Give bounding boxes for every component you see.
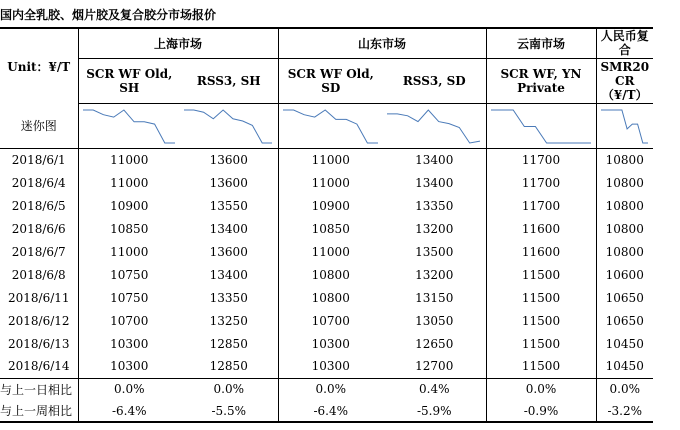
price-cell: 10700: [278, 309, 383, 332]
price-cell: 10450: [596, 355, 653, 378]
price-cell: 10800: [596, 148, 653, 171]
price-cell: 11500: [486, 263, 596, 286]
column-header-row: [0, 58, 653, 103]
price-cell: 13400: [209, 267, 248, 282]
sparkline-line-2: [283, 110, 378, 143]
price-cell: 11000: [78, 148, 180, 171]
price-cell: 10800: [596, 171, 653, 194]
price-cell: 13200: [415, 267, 454, 282]
sparkline-row: [0, 103, 653, 148]
price-cell: 11500: [486, 332, 596, 355]
market-header-row: [0, 28, 653, 58]
price-cell: 10650: [596, 286, 653, 309]
price-cell: 10850: [278, 217, 383, 240]
col-header-2: SCR WF Old, SD: [278, 58, 383, 103]
col-header-0: SCR WF Old, SH: [78, 58, 180, 103]
change-row: [0, 378, 653, 400]
row-date: 2018/6/7: [11, 244, 66, 259]
row-date: 2018/6/14: [7, 359, 70, 374]
price-cell: 13050: [415, 313, 454, 328]
change-cell: -3.2%: [596, 400, 653, 422]
sparkline-cell-5: [596, 103, 653, 148]
price-cell: 10800: [278, 263, 383, 286]
sparkline-line-4: [491, 110, 591, 143]
price-cell: 13550: [209, 198, 248, 213]
sparkline-cell-2: [278, 103, 383, 148]
row-date: 2018/6/8: [11, 267, 66, 282]
price-cell: 11600: [486, 217, 596, 240]
price-cell: 13350: [209, 290, 248, 305]
table-row: [0, 309, 653, 332]
change-row: [0, 400, 653, 422]
change-label: 与上一日相比: [0, 378, 78, 400]
table-row: [0, 332, 653, 355]
price-cell: 10800: [278, 286, 383, 309]
change-cell: -5.9%: [383, 400, 486, 422]
price-cell: 10650: [596, 309, 653, 332]
change-cell: 0.0%: [596, 378, 653, 400]
price-cell: 10600: [596, 263, 653, 286]
row-date: 2018/6/13: [7, 336, 70, 351]
sparkline-line-1: [184, 110, 272, 143]
table-row: [0, 194, 653, 217]
price-cell: 11000: [278, 171, 383, 194]
sparkline-cell-0: [78, 103, 180, 148]
price-cell: 13600: [209, 244, 248, 259]
price-cell: 10300: [78, 355, 180, 378]
table-row: [0, 355, 653, 378]
table-row: [0, 286, 653, 309]
price-cell: 13200: [415, 221, 454, 236]
price-cell: 10300: [278, 332, 383, 355]
sparkline-1: [180, 105, 276, 147]
sparkline-5: [597, 105, 652, 147]
price-cell: 13400: [415, 175, 454, 190]
price-cell: 12700: [415, 359, 454, 374]
price-cell: 12850: [209, 336, 248, 351]
sparkline-line-3: [387, 110, 480, 143]
change-cell: -6.4%: [78, 400, 180, 422]
table-row: [0, 148, 653, 171]
sparkline-0: [79, 105, 179, 147]
change-cell: 0.0%: [180, 378, 278, 400]
change-cell: 0.0%: [486, 378, 596, 400]
change-cell: -5.5%: [180, 400, 278, 422]
price-cell: 11600: [486, 240, 596, 263]
sparkline-cell-3: [383, 103, 486, 148]
col-header-3: RSS3, SD: [383, 58, 486, 103]
col-header-4: SCR WF, YN Private: [486, 58, 596, 103]
price-cell: 11000: [78, 171, 180, 194]
price-cell: 11700: [486, 148, 596, 171]
price-cell: 12650: [415, 336, 454, 351]
price-cell: 10900: [78, 194, 180, 217]
price-cell: 10800: [596, 194, 653, 217]
sparkline-cell-1: [180, 103, 278, 148]
change-rows: [0, 378, 653, 422]
table-row: [0, 217, 653, 240]
market-shandong: 山东市场: [278, 28, 486, 58]
change-label: 与上一周相比: [0, 400, 78, 422]
price-cell: 10300: [278, 355, 383, 378]
price-cell: 13250: [209, 313, 248, 328]
price-cell: 13350: [415, 198, 454, 213]
change-cell: -6.4%: [278, 400, 383, 422]
price-cell: 13150: [415, 290, 454, 305]
row-date: 2018/6/1: [11, 152, 66, 167]
price-cell: 10850: [78, 217, 180, 240]
price-cell: 10800: [596, 217, 653, 240]
price-cell: 11700: [486, 171, 596, 194]
market-yunnan: 云南市场: [486, 28, 596, 58]
sparkline-label: 迷你图: [0, 103, 78, 148]
row-date: 2018/6/12: [7, 313, 70, 328]
price-cell: 10450: [596, 332, 653, 355]
price-cell: 11000: [278, 240, 383, 263]
price-cell: 11500: [486, 286, 596, 309]
row-date: 2018/6/6: [11, 221, 66, 236]
change-cell: 0.4%: [383, 378, 486, 400]
price-cell: 10800: [596, 240, 653, 263]
table-row: [0, 171, 653, 194]
market-shanghai: 上海市场: [78, 28, 278, 58]
sparkline-2: [279, 105, 382, 147]
row-date: 2018/6/11: [7, 290, 70, 305]
col-header-5: SMR20 CR（¥/T）: [596, 58, 653, 103]
sparkline-line-0: [83, 110, 175, 143]
price-cell: 10750: [78, 286, 180, 309]
row-date: 2018/6/4: [11, 175, 66, 190]
sparkline-3: [383, 105, 484, 147]
price-cell: 13400: [209, 221, 248, 236]
sparkline-cell-4: [486, 103, 596, 148]
price-cell: 10300: [78, 332, 180, 355]
price-cell: 13600: [209, 175, 248, 190]
price-cell: 10750: [78, 263, 180, 286]
price-cell: 10900: [278, 194, 383, 217]
price-cell: 11700: [486, 194, 596, 217]
market-rmb: 人民币复合: [596, 28, 653, 58]
change-cell: 0.0%: [278, 378, 383, 400]
sparkline-line-5: [601, 110, 648, 143]
price-cell: 12850: [209, 359, 248, 374]
page-title: 国内全乳胶、烟片胶及复合胶分市场报价: [0, 8, 217, 22]
sparkline-4: [487, 105, 595, 147]
price-table: [0, 27, 653, 423]
change-cell: 0.0%: [78, 378, 180, 400]
price-cell: 13600: [209, 152, 248, 167]
change-cell: -0.9%: [486, 400, 596, 422]
row-date: 2018/6/5: [11, 198, 66, 213]
price-cell: 13400: [415, 152, 454, 167]
price-cell: 10700: [78, 309, 180, 332]
unit-label: Unit：¥/T: [0, 28, 78, 103]
price-cell: 11500: [486, 355, 596, 378]
table-row: [0, 263, 653, 286]
table-row: [0, 240, 653, 263]
price-cell: 11500: [486, 309, 596, 332]
price-cell: 11000: [78, 240, 180, 263]
price-cell: 11000: [278, 148, 383, 171]
data-rows: [0, 148, 653, 378]
col-header-1: RSS3, SH: [180, 58, 278, 103]
price-cell: 13500: [415, 244, 454, 259]
